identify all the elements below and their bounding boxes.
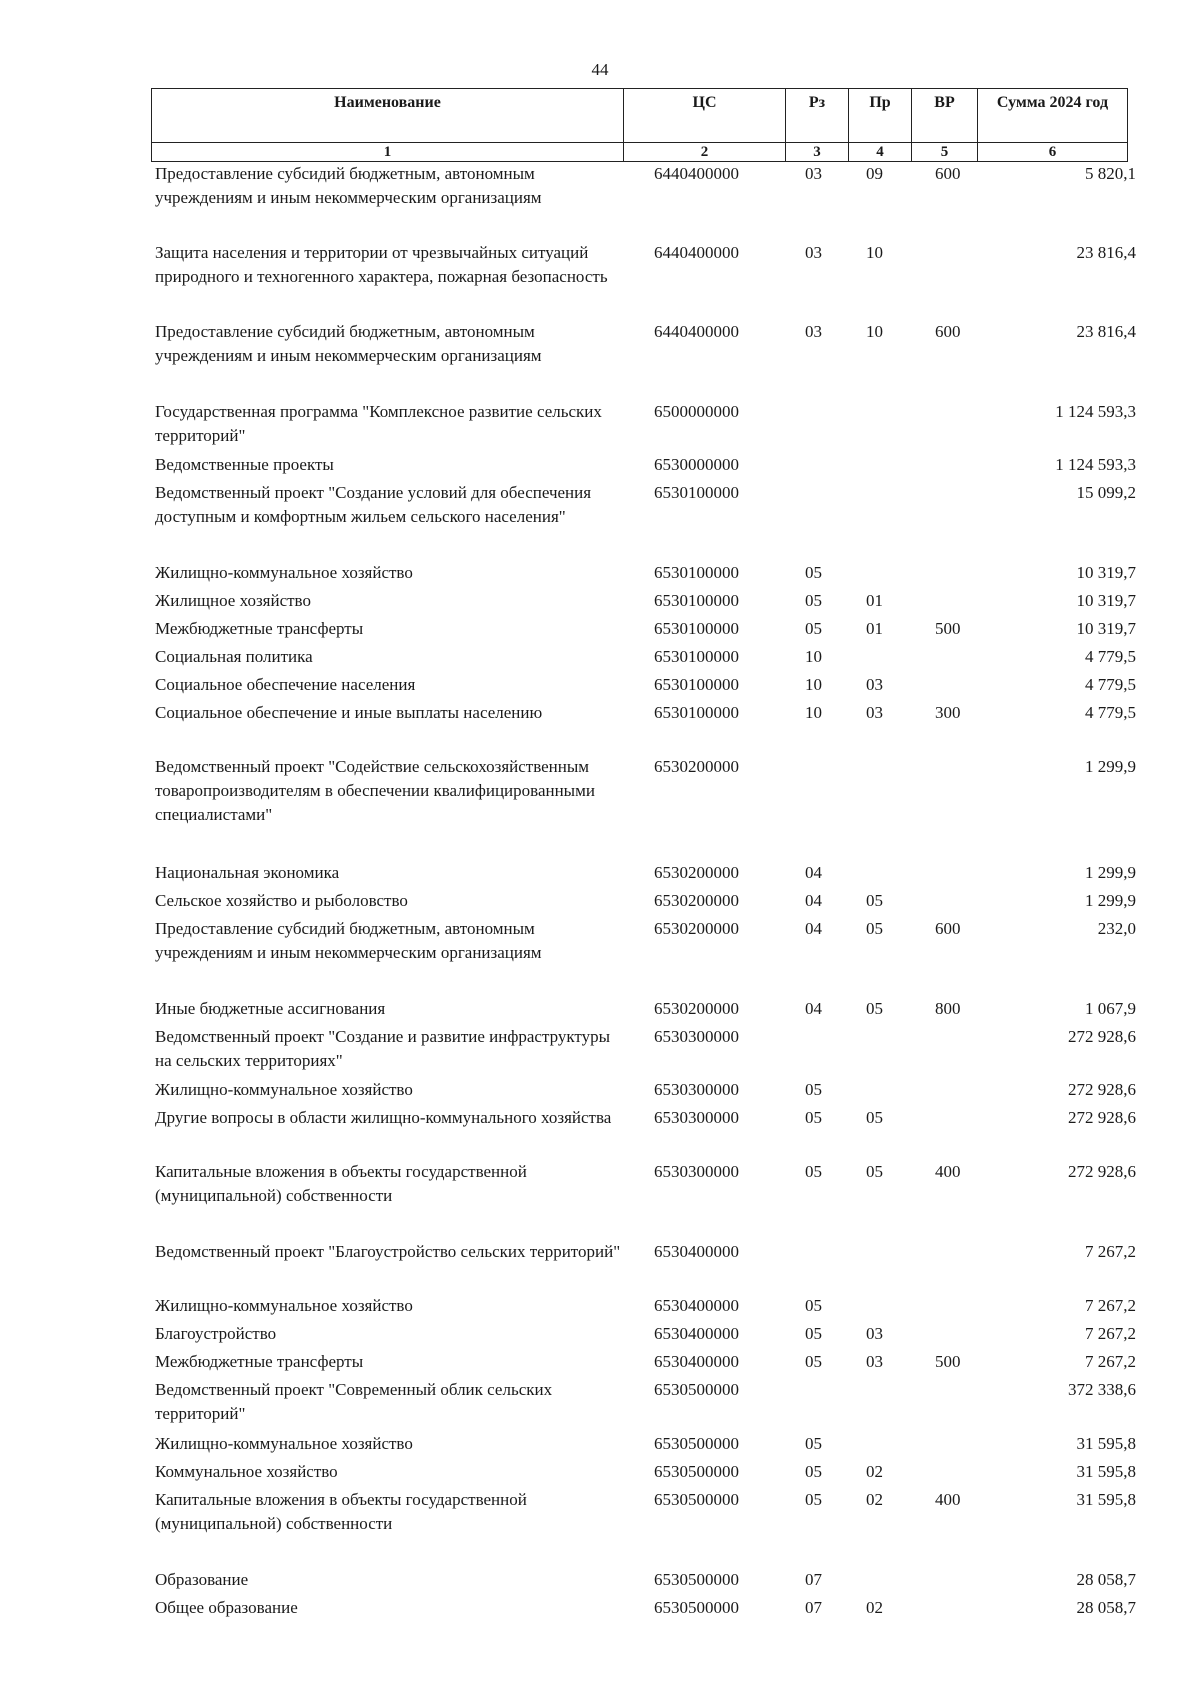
header-rz: Рз xyxy=(786,89,849,143)
row-name: Благоустройство xyxy=(155,1324,277,1343)
row-pr: 05 xyxy=(866,891,883,910)
row-rz: 05 xyxy=(805,1324,822,1343)
row-cs: 6530500000 xyxy=(654,1434,739,1453)
row-sum: 1 299,9 xyxy=(1085,757,1136,776)
row-name: Общее образование xyxy=(155,1598,298,1617)
row-sum: 7 267,2 xyxy=(1085,1352,1136,1371)
row-sum: 7 267,2 xyxy=(1085,1296,1136,1315)
header-name: Наименование xyxy=(152,89,624,143)
row-rz: 04 xyxy=(805,891,822,910)
row-cs: 6530100000 xyxy=(654,675,739,694)
row-name: Капитальные вложения в объекты государственной (муниципальной) собственности xyxy=(155,1490,527,1533)
row-pr: 01 xyxy=(866,619,883,638)
row-name: Сельское хозяйство и рыболовство xyxy=(155,891,408,910)
row-sum: 1 299,9 xyxy=(1085,863,1136,882)
row-rz: 04 xyxy=(805,919,822,938)
row-pr: 02 xyxy=(866,1598,883,1617)
row-pr: 03 xyxy=(866,1352,883,1371)
row-sum: 7 267,2 xyxy=(1085,1324,1136,1343)
row-rz: 05 xyxy=(805,563,822,582)
row-rz: 05 xyxy=(805,1296,822,1315)
row-sum: 1 124 593,3 xyxy=(1055,402,1136,421)
row-cs: 6530500000 xyxy=(654,1380,739,1399)
row-rz: 03 xyxy=(805,322,822,341)
row-rz: 03 xyxy=(805,243,822,262)
row-sum: 272 928,6 xyxy=(1068,1027,1136,1046)
row-sum: 31 595,8 xyxy=(1076,1434,1136,1453)
row-pr: 02 xyxy=(866,1490,883,1509)
row-rz: 07 xyxy=(805,1570,822,1589)
row-pr: 05 xyxy=(866,999,883,1018)
row-sum: 7 267,2 xyxy=(1085,1242,1136,1261)
row-name: Иные бюджетные ассигнования xyxy=(155,999,386,1018)
column-number: 1 xyxy=(152,143,624,162)
row-sum: 31 595,8 xyxy=(1076,1462,1136,1481)
row-vr: 600 xyxy=(935,919,961,938)
row-sum: 4 779,5 xyxy=(1085,675,1136,694)
row-cs: 6530400000 xyxy=(654,1242,739,1261)
row-name: Социальное обеспечение населения xyxy=(155,675,416,694)
row-name: Социальное обеспечение и иные выплаты населению xyxy=(155,703,543,722)
header-cs: ЦС xyxy=(624,89,786,143)
row-cs: 6530300000 xyxy=(654,1162,739,1181)
row-sum: 23 816,4 xyxy=(1076,243,1136,262)
row-cs: 6530500000 xyxy=(654,1490,739,1509)
row-vr: 400 xyxy=(935,1162,961,1181)
row-sum: 28 058,7 xyxy=(1076,1598,1136,1617)
row-name: Коммунальное хозяйство xyxy=(155,1462,338,1481)
column-number: 3 xyxy=(786,143,849,162)
row-sum: 4 779,5 xyxy=(1085,647,1136,666)
row-rz: 05 xyxy=(805,1080,822,1099)
row-cs: 6530300000 xyxy=(654,1027,739,1046)
row-sum: 1 124 593,3 xyxy=(1055,455,1136,474)
row-rz: 05 xyxy=(805,1490,822,1509)
row-pr: 01 xyxy=(866,591,883,610)
row-cs: 6530400000 xyxy=(654,1352,739,1371)
row-pr: 03 xyxy=(866,703,883,722)
page-number: 44 xyxy=(591,60,609,79)
row-pr: 02 xyxy=(866,1462,883,1481)
row-cs: 6530400000 xyxy=(654,1324,739,1343)
row-sum: 10 319,7 xyxy=(1076,591,1136,610)
row-sum: 232,0 xyxy=(1097,919,1136,938)
column-number: 4 xyxy=(849,143,912,162)
row-name: Ведомственные проекты xyxy=(155,455,334,474)
header-vr: ВР xyxy=(912,89,978,143)
row-vr: 500 xyxy=(935,1352,961,1371)
row-name: Предоставление субсидий бюджетным, автономным учреждениям и иным некоммерческим организациям xyxy=(155,919,542,962)
row-sum: 4 779,5 xyxy=(1085,703,1136,722)
row-cs: 6530400000 xyxy=(654,1296,739,1315)
column-number: 6 xyxy=(978,143,1128,162)
row-rz: 05 xyxy=(805,619,822,638)
row-name: Капитальные вложения в объекты государственной (муниципальной) собственности xyxy=(155,1162,527,1205)
row-sum: 272 928,6 xyxy=(1068,1108,1136,1127)
row-rz: 05 xyxy=(805,1434,822,1453)
row-cs: 6440400000 xyxy=(654,164,739,183)
row-sum: 372 338,6 xyxy=(1068,1380,1136,1399)
row-rz: 05 xyxy=(805,1352,822,1371)
row-cs: 6530500000 xyxy=(654,1598,739,1617)
row-name: Ведомственный проект "Современный облик сельских территорий" xyxy=(155,1380,553,1423)
row-sum: 5 820,1 xyxy=(1085,164,1136,183)
row-cs: 6530200000 xyxy=(654,919,739,938)
row-name: Жилищно-коммунальное хозяйство xyxy=(155,1080,413,1099)
row-pr: 10 xyxy=(866,322,883,341)
row-vr: 400 xyxy=(935,1490,961,1509)
row-cs: 6530200000 xyxy=(654,757,739,776)
row-vr: 500 xyxy=(935,619,961,638)
row-sum: 272 928,6 xyxy=(1068,1162,1136,1181)
row-name: Ведомственный проект "Благоустройство сельских территорий" xyxy=(155,1242,621,1261)
row-vr: 600 xyxy=(935,164,961,183)
row-rz: 10 xyxy=(805,647,822,666)
row-pr: 05 xyxy=(866,1108,883,1127)
row-name: Ведомственный проект "Создание условий для обеспечения доступным и комфортным жильем сельского населения" xyxy=(155,483,592,526)
row-sum: 28 058,7 xyxy=(1076,1570,1136,1589)
row-pr: 05 xyxy=(866,1162,883,1181)
row-name: Межбюджетные трансферты xyxy=(155,1352,364,1371)
row-cs: 6530100000 xyxy=(654,619,739,638)
row-name: Государственная программа "Комплексное развитие сельских территорий" xyxy=(155,402,602,445)
row-vr: 600 xyxy=(935,322,961,341)
row-vr: 300 xyxy=(935,703,961,722)
row-pr: 05 xyxy=(866,919,883,938)
row-rz: 05 xyxy=(805,591,822,610)
row-rz: 04 xyxy=(805,863,822,882)
row-sum: 23 816,4 xyxy=(1076,322,1136,341)
row-cs: 6530100000 xyxy=(654,647,739,666)
row-pr: 10 xyxy=(866,243,883,262)
row-cs: 6440400000 xyxy=(654,243,739,262)
row-rz: 07 xyxy=(805,1598,822,1617)
table-header xyxy=(151,88,1128,162)
column-number: 5 xyxy=(912,143,978,162)
row-rz: 05 xyxy=(805,1462,822,1481)
row-sum: 272 928,6 xyxy=(1068,1080,1136,1099)
row-cs: 6530000000 xyxy=(654,455,739,474)
row-cs: 6530100000 xyxy=(654,563,739,582)
row-cs: 6530300000 xyxy=(654,1108,739,1127)
row-cs: 6530300000 xyxy=(654,1080,739,1099)
row-name: Жилищно-коммунальное хозяйство xyxy=(155,563,413,582)
row-rz: 03 xyxy=(805,164,822,183)
header-pr: Пр xyxy=(849,89,912,143)
row-name: Жилищное хозяйство xyxy=(155,591,311,610)
row-name: Социальная политика xyxy=(155,647,313,666)
row-sum: 10 319,7 xyxy=(1076,619,1136,638)
row-name: Другие вопросы в области жилищно-коммунального хозяйства xyxy=(155,1108,612,1127)
row-name: Предоставление субсидий бюджетным, автономным учреждениям и иным некоммерческим организациям xyxy=(155,322,542,365)
row-sum: 1 067,9 xyxy=(1085,999,1136,1018)
row-cs: 6530100000 xyxy=(654,591,739,610)
row-cs: 6530200000 xyxy=(654,891,739,910)
header-sum: Сумма 2024 год xyxy=(978,89,1128,143)
row-sum: 31 595,8 xyxy=(1076,1490,1136,1509)
row-rz: 10 xyxy=(805,675,822,694)
row-name: Образование xyxy=(155,1570,249,1589)
row-rz: 04 xyxy=(805,999,822,1018)
row-name: Жилищно-коммунальное хозяйство xyxy=(155,1296,413,1315)
row-cs: 6530200000 xyxy=(654,999,739,1018)
row-cs: 6530200000 xyxy=(654,863,739,882)
row-name: Ведомственный проект "Содействие сельскохозяйственным товаропроизводителям в обеспечении квалифицированными специалистами" xyxy=(155,757,595,824)
column-number: 2 xyxy=(624,143,786,162)
row-name: Национальная экономика xyxy=(155,863,340,882)
row-name: Межбюджетные трансферты xyxy=(155,619,364,638)
row-cs: 6530100000 xyxy=(654,483,739,502)
row-rz: 05 xyxy=(805,1162,822,1181)
row-sum: 1 299,9 xyxy=(1085,891,1136,910)
header-row xyxy=(152,89,1128,143)
row-name: Защита населения и территории от чрезвычайных ситуаций природного и техногенного характера, пожарная безопасность xyxy=(155,243,608,286)
row-cs: 6440400000 xyxy=(654,322,739,341)
row-cs: 6530500000 xyxy=(654,1570,739,1589)
row-cs: 6530500000 xyxy=(654,1462,739,1481)
row-rz: 10 xyxy=(805,703,822,722)
row-sum: 10 319,7 xyxy=(1076,563,1136,582)
row-sum: 15 099,2 xyxy=(1076,483,1136,502)
row-name: Ведомственный проект "Создание и развитие инфраструктуры на сельских территориях" xyxy=(155,1027,611,1070)
row-pr: 09 xyxy=(866,164,883,183)
row-pr: 03 xyxy=(866,1324,883,1343)
row-rz: 05 xyxy=(805,1108,822,1127)
row-vr: 800 xyxy=(935,999,961,1018)
column-number-row xyxy=(152,143,1128,162)
row-name: Жилищно-коммунальное хозяйство xyxy=(155,1434,413,1453)
row-cs: 6530100000 xyxy=(654,703,739,722)
row-cs: 6500000000 xyxy=(654,402,739,421)
row-pr: 03 xyxy=(866,675,883,694)
row-name: Предоставление субсидий бюджетным, автономным учреждениям и иным некоммерческим организациям xyxy=(155,164,542,207)
